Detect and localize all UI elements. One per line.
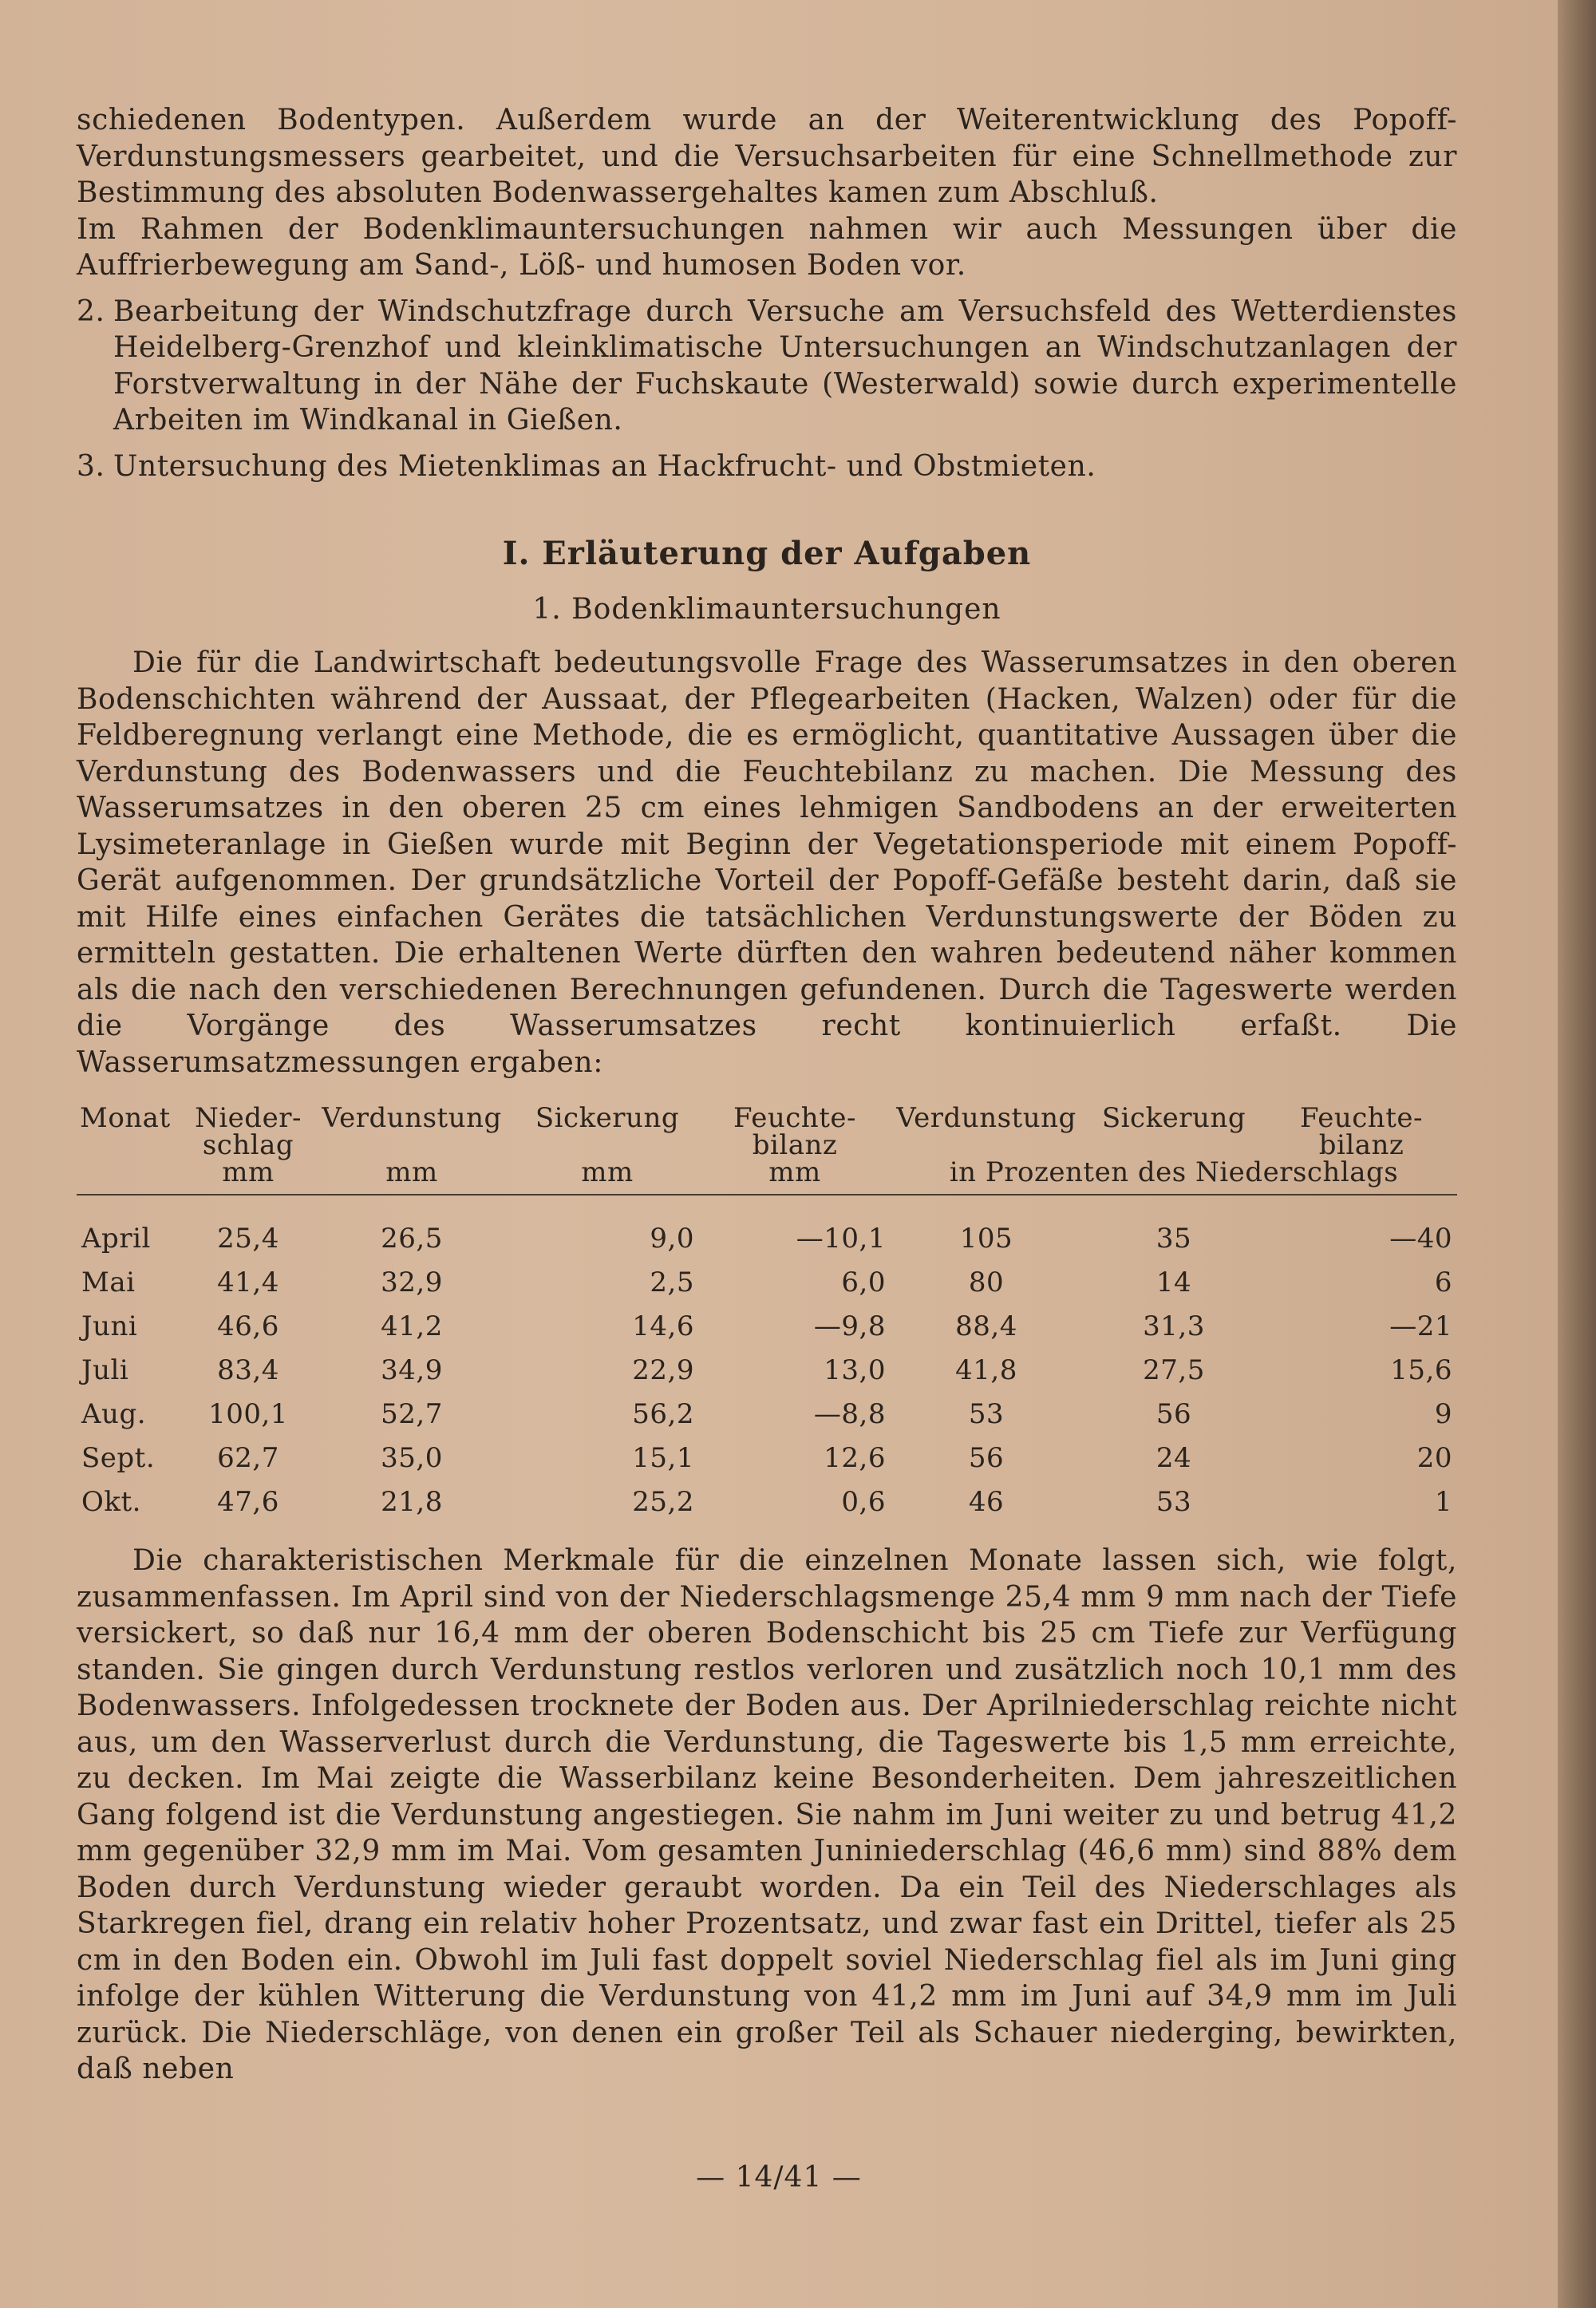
cell-sickerung-pct: 53 [1156,1485,1192,1518]
unit-verdunstung: mm [308,1159,516,1195]
cell-sickerung: 2,5 [650,1266,694,1298]
cell-niederschlag: 41,4 [217,1266,279,1298]
header-niederschlag: Nieder-schlag [195,1102,302,1161]
book-spine [1558,0,1596,2308]
list-item-3 [77,449,1457,485]
cell-feuchtebilanz: 6,0 [841,1266,886,1298]
section-heading: I. Erläuterung der Aufgaben [502,535,1032,572]
unit-sickerung: mm [516,1159,699,1195]
unit-feuchtebilanz: mm [699,1159,891,1195]
header-verdunstung-pct: Verdunstung [896,1102,1077,1134]
paragraph-2: Die charakteristischen Merkmale für die einzelnen Monate lassen sich, wie folgt, zusammenfassen. Im April sind von der Niederschlagsmenge 25,4 mm 9 mm nach der Tiefe versickert, so daß nur 16,4 mm der oberen Bodenschicht bis 25 cm Tiefe zur Verfügung standen. Sie gingen durch Verdunstung restlos verloren und zusätzlich noch 10,1 mm des Bodenwassers. Infolgedessen trocknete der Boden aus. Der Aprilniederschlag reichte nicht aus, um den Wasserverlust durch die Verdunstung, die Tageswerte bis 1,5 mm erreichte, zu decken. Im Mai zeigte die Wasserbilanz keine Besonderheiten. Dem jahreszeitlichen Gang folgend ist die Verdunstung angestiegen. Sie nahm im Juni weiter zu und betrug 41,2 mm gegenüber 32,9 mm im Mai. Vom gesamten Juniniederschlag (46,6 mm) sind 88% dem Boden durch Verdunstung wieder geraubt worden. Da ein Teil des Niederschlages als Starkregen fiel, drang ein relativ hoher Prozentsatz, und zwar fast ein Drittel, tiefer als 25 cm in den Boden ein. Obwohl im Juli fast doppelt soviel Niederschlag fiel als im Juni ging infolge der kühlen Witterung die Verdunstung von 41,2 mm im Juni auf 34,9 mm im Juli zurück. Die Niederschläge, von denen ein großer Teil als Schauer niederging, bewirkten, daß neben [77,1544,1457,2085]
list-number: 3. [77,449,105,483]
cell-monat: Juni [81,1310,138,1342]
cell-niederschlag: 25,4 [217,1222,279,1255]
cell-verdunstung-pct: 80 [968,1266,1005,1298]
cell-feuchtebilanz: —9,8 [813,1310,886,1342]
cell-verdunstung: 21,8 [381,1485,443,1518]
paragraph-1: Die für die Landwirtschaft bedeutungsvolle Frage des Wasserumsatzes in den oberen Bodenschichten während der Aussaat, der Pflegearbeiten (Hacken, Walzen) oder für die Feldberegnung verlangt eine Methode, die es ermöglicht, quantitative Aussagen über die Verdunstung des Bodenwassers und die Feuchtebilanz zu machen. Die Messung des Wasserumsatzes in den oberen 25 cm eines lehmigen Sandbodens an der erweiterten Lysimeteranlage in Gießen wurde mit Beginn der Vegetationsperiode mit einem Popoff-Gerät aufgenommen. Der grundsätzliche Vorteil der Popoff-Gefäße besteht darin, daß sie mit Hilfe eines einfachen Gerätes die tatsächlichen Verdunstungswerte der Böden zu ermitteln gestatten. Die erhaltenen Werte dürften den wahren bedeutend näher kommen als die nach den verschiedenen Berechnungen gefundenen. Durch die Tageswerte werden die Vorgänge des Wasserumsatzes recht kontinuierlich erfaßt. Die Wasserumsatzmessungen ergaben: [77,646,1457,1079]
table-row [77,1304,1457,1348]
table-row [77,1392,1457,1436]
cell-feuchtebilanz: —8,8 [813,1397,886,1430]
cell-niederschlag: 62,7 [217,1441,279,1474]
list-text: Untersuchung des Mietenklimas an Hackfrucht- und Obstmieten. [113,449,1096,483]
cell-monat: April [81,1222,151,1255]
cell-verdunstung: 52,7 [381,1397,443,1430]
table-body [77,1195,1457,1524]
cell-sickerung: 25,2 [632,1485,694,1518]
list-item-2 [77,294,1457,439]
header-sickerung: Sickerung [535,1102,680,1134]
cell-feuchtebilanz-pct: 20 [1416,1441,1452,1474]
cell-feuchtebilanz: 12,6 [824,1441,886,1474]
subsection-heading: 1. Bodenklimauntersuchungen [532,592,1001,626]
cell-sickerung-pct: 56 [1156,1397,1192,1430]
cell-sickerung-pct: 24 [1156,1441,1192,1474]
list-number: 2. [77,294,105,328]
cell-sickerung: 9,0 [650,1222,694,1255]
list-text: Bearbeitung der Windschutzfrage durch Versuche am Versuchsfeld des Wetterdienstes Heidelberg-Grenzhof und kleinklimatische Untersuchungen an Windschutzanlagen der Forstverwaltung in der Nähe der Fuchskaute (Westerwald) sowie durch experimentelle Arbeiten im Windkanal in Gießen. [113,294,1457,437]
header-monat: Monat [80,1102,171,1134]
cell-niederschlag: 47,6 [217,1485,279,1518]
cell-monat: Sept. [81,1441,156,1474]
cell-feuchtebilanz-pct: 9 [1434,1397,1452,1430]
cell-sickerung: 22,9 [632,1354,694,1386]
cell-niederschlag: 46,6 [217,1310,279,1342]
cell-verdunstung-pct: 56 [968,1441,1005,1474]
cell-sickerung-pct: 35 [1156,1222,1192,1255]
intro-paragraph-2: Im Rahmen der Bodenklimauntersuchungen nahmen wir auch Messungen über die Auffrierbewegung am Sand-, Löß- und humosen Boden vor. [77,212,1457,282]
cell-feuchtebilanz: 13,0 [824,1354,886,1386]
cell-feuchtebilanz-pct: 6 [1434,1266,1452,1298]
water-balance-table [77,1102,1457,1524]
cell-niederschlag: 83,4 [217,1354,279,1386]
cell-monat: Juli [81,1354,129,1386]
table-row [77,1436,1457,1480]
table-header-row [77,1105,1457,1159]
cell-feuchtebilanz-pct: —40 [1389,1222,1452,1255]
cell-feuchtebilanz-pct: —21 [1389,1310,1452,1342]
cell-verdunstung: 26,5 [381,1222,443,1255]
header-feuchtebilanz: Feuchte-bilanz [733,1102,856,1161]
cell-monat: Mai [81,1266,136,1298]
cell-verdunstung: 32,9 [381,1266,443,1298]
cell-verdunstung: 35,0 [381,1441,443,1474]
table-row [77,1260,1457,1304]
table-row [77,1480,1457,1524]
header-feuchtebilanz-pct: Feuchte-bilanz [1300,1102,1423,1161]
cell-sickerung: 56,2 [632,1397,694,1430]
cell-sickerung: 15,1 [632,1441,694,1474]
cell-sickerung-pct: 27,5 [1143,1354,1205,1386]
table-units-row [77,1159,1457,1195]
table-row [77,1348,1457,1392]
header-verdunstung: Verdunstung [322,1102,502,1134]
cell-sickerung-pct: 31,3 [1143,1310,1205,1342]
cell-verdunstung-pct: 88,4 [955,1310,1017,1342]
table-row [77,1195,1457,1260]
page-content [77,102,1457,2088]
cell-verdunstung: 34,9 [381,1354,443,1386]
unit-percent-caption: in Prozenten des Niederschlags [891,1159,1457,1195]
cell-feuchtebilanz: —10,1 [796,1222,886,1255]
cell-verdunstung-pct: 53 [968,1397,1005,1430]
cell-verdunstung-pct: 41,8 [955,1354,1017,1386]
unit-niederschlag: mm [188,1159,308,1195]
page-number: — 14/41 — [696,2161,862,2194]
cell-monat: Okt. [81,1485,141,1518]
cell-feuchtebilanz-pct: 1 [1434,1485,1452,1518]
cell-feuchtebilanz-pct: 15,6 [1390,1354,1452,1386]
intro-paragraph: schiedenen Bodentypen. Außerdem wurde an der Weiterentwicklung des Popoff-Verdunstungsmessers gearbeitet, und die Versuchsarbeiten für eine Schnellmethode zur Bestimmung des absoluten Bodenwassergehaltes kamen zum Abschluß. [77,104,1457,209]
cell-sickerung-pct: 14 [1156,1266,1192,1298]
cell-verdunstung: 41,2 [381,1310,443,1342]
cell-feuchtebilanz: 0,6 [841,1485,886,1518]
cell-verdunstung-pct: 105 [959,1222,1013,1255]
cell-monat: Aug. [81,1397,147,1430]
cell-verdunstung-pct: 46 [968,1485,1005,1518]
header-sickerung-pct: Sickerung [1101,1102,1246,1134]
cell-niederschlag: 100,1 [208,1397,288,1430]
cell-sickerung: 14,6 [632,1310,694,1342]
